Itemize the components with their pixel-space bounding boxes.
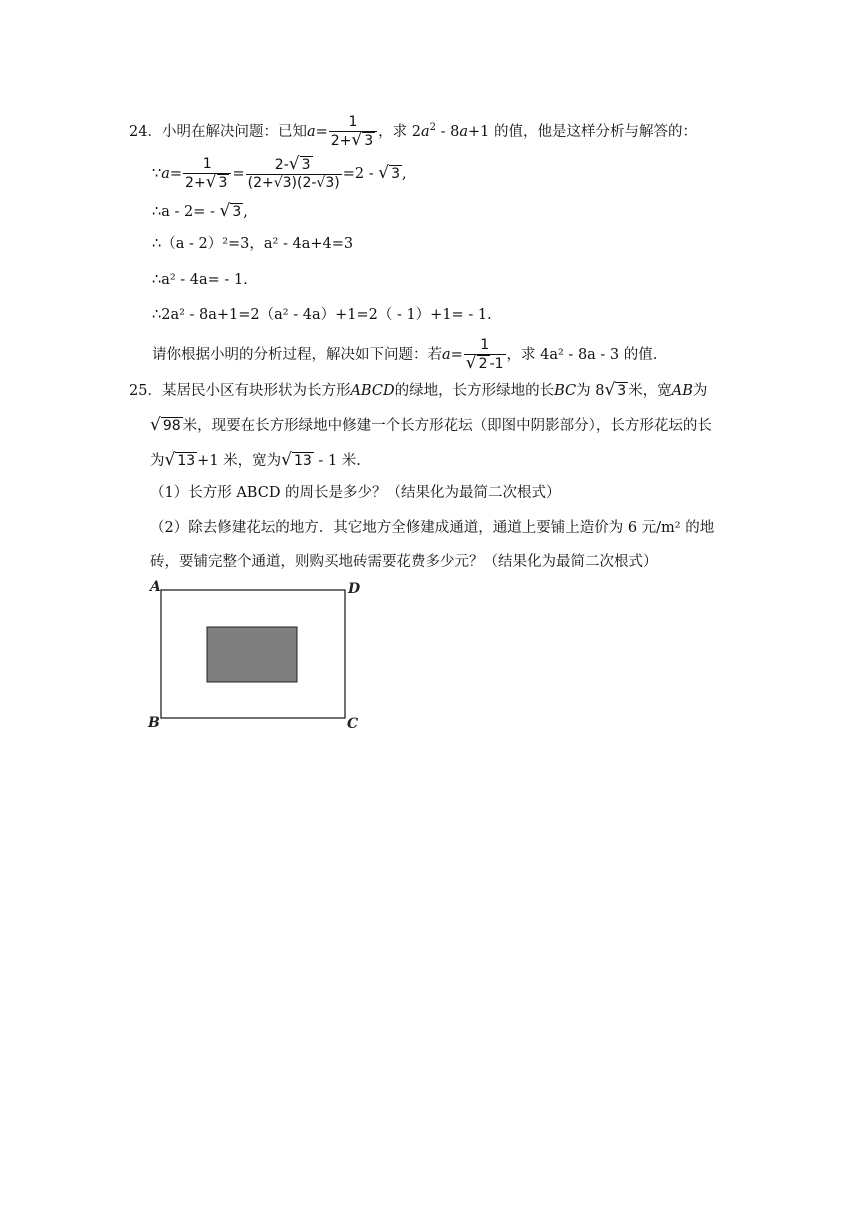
q24-step1: ∵a= $\frac{1}{2+√ 3}$ = $\frac{2-√ 3}{(2+√3)(2-√3)}$ =2 - √ 3 , [152,154,407,192]
q25-part1: （1）长方形 ABCD 的周长是多少？（结果化为最简二次根式） [150,485,561,501]
q25-line2: √ 98 米，现要在长方形绿地中修建一个长方形花坛（即图中阴影部分），长方形花坛的长 [150,415,712,435]
label-c: C [347,716,359,732]
label-d: D [348,581,361,597]
q24-step5: ∴2a² - 8a+1=2（a² - 4a）+1=2（ - 1）+1= - 1. [152,307,492,323]
q24-intro: 小明在解决问题：已知 [161,124,307,140]
q24-step2: ∴a - 2= - √ 3 , [152,201,248,221]
label-a: A [150,579,161,595]
q24-step3: ∴（a - 2）²=3，a² - 4a+4=3 [152,236,354,252]
q24-task: 请你根据小明的分析过程，解决如下问题：若a= $\frac{1}{√ 2 -1}$ ，求 4a² - 8a - 3 的值. [152,337,658,373]
q25-part2-line1: （2）除去修建花坛的地方．其它地方全修建成通道，通道上要铺上造价为 6 元/m² 的地 [150,520,715,536]
task-fraction: $\frac{1}{√ 2 -1}$ [465,337,504,373]
q24-a-eq: a= [306,124,328,140]
q25-part2-line2: 砖，要铺完整个通道，则购买地砖需要花费多少元？（结果化为最简二次根式） [150,554,658,570]
rectangle-figure [140,572,380,737]
q24-line1: 24．小明在解决问题：已知a= $\frac{1}{2+√ 3}$ ，求 $2a^2 - 8a+1$ 的值，他是这样分析与解答的： [129,114,698,150]
label-b: B [148,715,160,731]
q24-number: 24． [129,124,162,140]
step1-fraction-a: $\frac{1}{2+√ 3}$ [183,156,231,192]
q25-line3: 为√ 13 +1 米，宽为√ 13 - 1 米. [150,450,361,470]
q24-step4: ∴a² - 4a= - 1. [152,272,248,288]
flower-bed-shaded [207,627,297,682]
q24-given-fraction: $\frac{1}{2+√ 3}$ [329,114,377,150]
step1-fraction-b: $\frac{2-√ 3}{(2+√3)(2-√3)}$ [247,154,340,191]
q25-line1: 25．某居民小区有块形状为长方形ABCD的绿地，长方形绿地的长BC为 8√ 3 米，宽AB为 [129,380,708,400]
